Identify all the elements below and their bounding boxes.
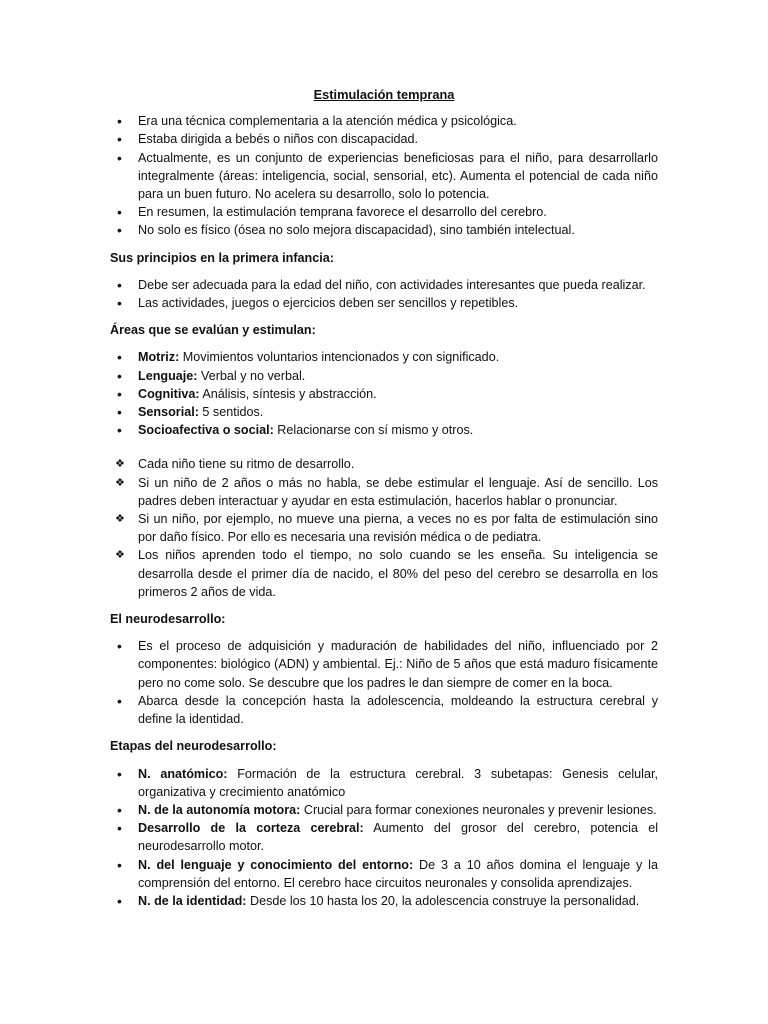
term-label: N. de la autonomía motora:: [138, 802, 301, 817]
list-item: • Estaba dirigida a bebés o niños con discapacidad.: [110, 130, 658, 148]
neurodesarrollo-list: [110, 637, 658, 728]
list-item: [110, 367, 658, 385]
list-item: [110, 819, 658, 855]
list-item: • En resumen, la estimulación temprana favorece el desarrollo del cerebro.: [110, 203, 658, 221]
list-item: • Debe ser adecuada para la edad del niño, con actividades interesantes que pueda realizar.: [110, 276, 658, 294]
term-label: Sensorial:: [138, 405, 199, 420]
list-item: ❖ Si un niño, por ejemplo, no mueve una pierna, a veces no es por falta de estimulación sino por daño físico. Por ello es necesaria una revisión médica o de pediatra.: [110, 510, 658, 546]
list-item: ❖ Los niños aprenden todo el tiempo, no solo cuando se les enseña. Su inteligencia se desarrolla desde el primer día de nacido, el 80% del peso del cerebro se desarrolla en los primeros 2 años de vida.: [110, 546, 658, 601]
list-item: • Es el proceso de adquisición y maduración de habilidades del niño, influenciado por 2 componentes: biológico (ADN) y ambiental. Ej.: Niño de 5 años que está maduro físicamente pero no come solo. Se descubre que los padres le dan siempre de comer en la boca.: [110, 637, 658, 692]
list-item: [110, 403, 658, 421]
list-item: [110, 348, 658, 366]
list-item: [110, 892, 658, 910]
section-heading-neurodesarrollo: El neurodesarrollo:: [110, 612, 226, 627]
term-text: Movimientos voluntarios intencionados y con significado.: [179, 350, 500, 365]
list-item: [110, 765, 658, 801]
term-label: Socioafectiva o social:: [138, 423, 274, 438]
term-text: 5 sentidos.: [198, 405, 264, 420]
term-label: N. de la identidad:: [138, 893, 247, 908]
areas-list: [110, 348, 658, 439]
list-item: ❖ Si un niño de 2 años o más no habla, se debe estimular el lenguaje. Así de sencillo. Los padres deben interactuar y ayudar en esta estimulación, hacerlos hablar o pronunciar.: [110, 474, 658, 510]
term-label: N. anatómico:: [138, 766, 228, 781]
list-item: [110, 856, 658, 892]
list-item: • No solo es físico (ósea no solo mejora discapacidad), sino también intelectual.: [110, 221, 658, 239]
list-item: ❖ Cada niño tiene su ritmo de desarrollo.: [110, 455, 658, 473]
section-heading-principios: Sus principios en la primera infancia:: [110, 250, 334, 265]
term-label: N. del lenguaje y conocimiento del entorno:: [138, 857, 414, 872]
term-text: Relacionarse con sí mismo y otros.: [273, 423, 474, 438]
list-item: • Las actividades, juegos o ejercicios deben ser sencillos y repetibles.: [110, 294, 658, 312]
section-heading-etapas: Etapas del neurodesarrollo:: [110, 739, 277, 754]
list-item: • Abarca desde la concepción hasta la adolescencia, moldeando la estructura cerebral y define la identidad.: [110, 692, 658, 728]
term-text: De 3 a 10 años domina el lenguaje y la comprensión del entorno. El cerebro hace circuitos neuronales y consolida aprendizajes.: [138, 857, 658, 890]
list-item: • Era una técnica complementaria a la atención médica y psicológica.: [110, 112, 658, 130]
intro-list: [110, 112, 658, 239]
term-label: Desarrollo de la corteza cerebral:: [138, 821, 364, 836]
term-label: Motriz:: [138, 350, 180, 365]
term-text: Desde los 10 hasta los 20, la adolescencia construye la personalidad.: [246, 893, 640, 908]
list-item: • Actualmente, es un conjunto de experiencias beneficiosas para el niño, para desarrollarlo integralmente (áreas: inteligencia, social, sensorial, etc). Aumenta el potencial de cada niño para un buen futuro. No acelera su desarrollo, solo lo potencia.: [110, 149, 658, 204]
term-label: Cognitiva:: [138, 386, 200, 401]
term-label: Lenguaje:: [138, 368, 198, 383]
principios-list: [110, 276, 658, 312]
list-item: [110, 421, 658, 439]
notas-list: [110, 455, 658, 601]
list-item: [110, 801, 658, 819]
page-title: Estimulación temprana: [313, 87, 455, 102]
term-text: Formación de la estructura cerebral. 3 subetapas: Genesis celular, organizativa y crecimiento anatómico: [138, 766, 658, 799]
term-text: Aumento del grosor del cerebro, potencia el neurodesarrollo motor.: [138, 821, 658, 854]
term-text: Análisis, síntesis y abstracción.: [199, 386, 377, 401]
list-item: [110, 385, 658, 403]
etapas-list: [110, 765, 658, 911]
section-heading-areas: Áreas que se evalúan y estimulan:: [110, 323, 316, 338]
term-text: Crucial para formar conexiones neuronales y prevenir lesiones.: [300, 802, 657, 817]
term-text: Verbal y no verbal.: [197, 368, 306, 383]
